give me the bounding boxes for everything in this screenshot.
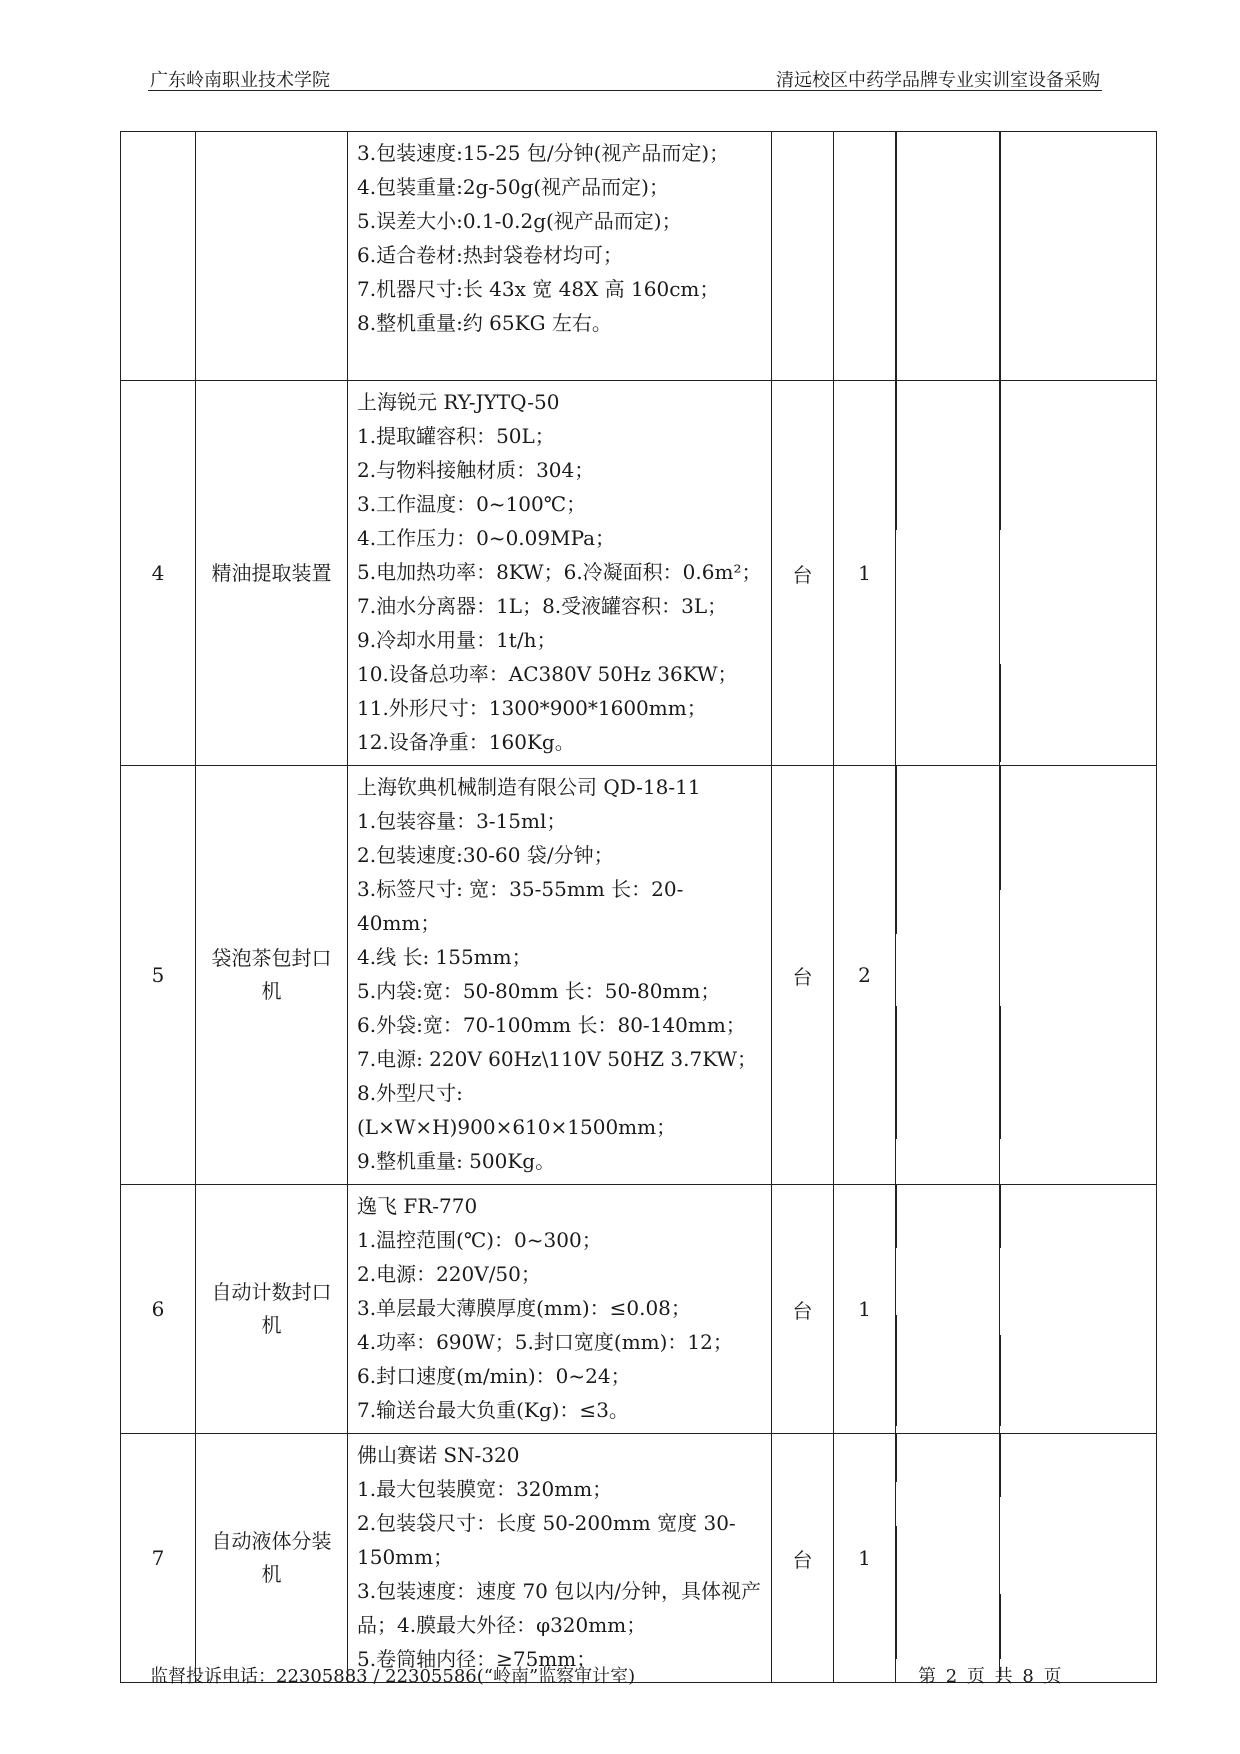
item-quantity: 1: [834, 1185, 896, 1434]
spec-line: 6.封口速度(m/min)：0~24；: [357, 1364, 631, 1388]
item-name: [196, 132, 348, 381]
spec-line: 2.包装袋尺寸：长度 50-200mm 宽度 30-150mm；: [357, 1511, 736, 1569]
item-quantity: 1: [834, 1434, 896, 1683]
cell-divider-line: [896, 1315, 897, 1426]
cell-divider-line: [1000, 766, 1001, 890]
spec-line: 4.功率：690W；5.封口宽度(mm)：12；: [357, 1330, 733, 1354]
item-number: 5: [121, 766, 196, 1185]
item-number: 4: [121, 381, 196, 766]
spec-line: 7.机器尺寸:长 43x 宽 48X 高 160cm；: [357, 277, 720, 301]
spec-line: 1.包装容量：3-15ml；: [357, 809, 567, 833]
spec-line: 2.包装速度:30-60 袋/分钟；: [357, 843, 614, 867]
spec-line: 佛山赛诺 SN-320: [357, 1443, 520, 1467]
empty-cell: [896, 766, 1000, 1185]
item-spec: [348, 1434, 772, 1683]
spec-line: 5.电加热功率：8KW；6.冷凝面积：0.6m²；: [357, 560, 762, 584]
cell-divider-line: [1000, 664, 1001, 762]
spec-line: 8.外型尺寸:(L×W×H)900×610×1500mm；: [357, 1081, 677, 1139]
item-name: 自动液体分装机: [196, 1434, 348, 1683]
cell-divider-line: [1000, 1185, 1001, 1248]
spec-line: 8.整机重量:约 65KG 左右。: [357, 311, 612, 335]
header-project-title: 清远校区中药学品牌专业实训室设备采购: [776, 70, 1100, 91]
item-unit: [772, 132, 834, 381]
empty-cell: [1000, 1185, 1157, 1434]
cell-divider-line: [896, 766, 897, 934]
item-spec: [348, 1185, 772, 1434]
cell-divider-line: [1000, 1434, 1001, 1497]
cell-divider-line: [1000, 132, 1001, 381]
equipment-spec-table: [120, 131, 1157, 1683]
item-number: 6: [121, 1185, 196, 1434]
spec-line: 3.包装速度:15-25 包/分钟(视产品而定)；: [357, 141, 730, 165]
footer-complaint-phone: 监督投诉电话：22305883 / 22305586(“岭南”监察审计室): [150, 1666, 636, 1687]
item-unit: 台: [772, 381, 834, 766]
item-unit: 台: [772, 1185, 834, 1434]
spec-line: 4.线 长: 155mm；: [357, 945, 532, 969]
item-spec: [348, 766, 772, 1185]
empty-cell: [1000, 132, 1157, 381]
cell-divider-line: [896, 1526, 897, 1659]
table-row: [121, 1185, 1157, 1434]
spec-line: 上海钦典机械制造有限公司 QD-18-11: [357, 775, 701, 799]
empty-cell: [896, 1185, 1000, 1434]
spec-line: 9.整机重量: 500Kg。: [357, 1149, 556, 1173]
item-name: 精油提取装置: [196, 381, 348, 766]
table-row: [121, 766, 1157, 1185]
empty-cell: [1000, 381, 1157, 766]
spec-line: 3.单层最大薄膜厚度(mm)：≤0.08；: [357, 1296, 691, 1320]
empty-cell: [896, 132, 1000, 381]
header-rule: [148, 90, 1102, 91]
spec-line: 12.设备净重：160Kg。: [357, 730, 575, 754]
cell-divider-line: [896, 1434, 897, 1482]
cell-divider-line: [1000, 381, 1001, 530]
spec-line: 4.包装重量:2g-50g(视产品而定)；: [357, 175, 669, 199]
item-number: [121, 132, 196, 381]
cell-divider-line: [896, 1185, 897, 1248]
spec-line: 10.设备总功率：AC380V 50Hz 36KW；: [357, 662, 738, 686]
empty-cell: [896, 381, 1000, 766]
spec-line: 1.最大包装膜宽：320mm；: [357, 1477, 613, 1501]
cell-divider-line: [1000, 1006, 1001, 1139]
item-quantity: [834, 132, 896, 381]
spec-line: 1.温控范围(℃)：0~300；: [357, 1228, 602, 1252]
item-name: 袋泡茶包封口机: [196, 766, 348, 1185]
cell-divider-line: [896, 1006, 897, 1139]
spec-line: 3.包装速度：速度 70 包以内/分钟，具体视产品；4.膜最大外径：φ320mm；: [357, 1579, 761, 1637]
empty-cell: [896, 1434, 1000, 1683]
spec-line: 7.电源: 220V 60Hz\110V 50HZ 3.7KW；: [357, 1047, 758, 1071]
item-name: 自动计数封口机: [196, 1185, 348, 1434]
footer-page-number: 第 2 页 共 8 页: [918, 1666, 1062, 1687]
item-number: 7: [121, 1434, 196, 1683]
spec-line: 9.冷却水用量：1t/h；: [357, 628, 557, 652]
item-unit: 台: [772, 1434, 834, 1683]
spec-line: 逸飞 FR-770: [357, 1194, 478, 1218]
spec-line: 5.内袋:宽：50-80mm 长：50-80mm；: [357, 979, 721, 1003]
spec-line: 7.油水分离器：1L；8.受液罐容积：3L；: [357, 594, 728, 618]
spec-line: 6.适合卷材:热封袋卷材均可；: [357, 243, 623, 267]
spec-line: 6.外袋:宽：70-100mm 长：80-140mm；: [357, 1013, 746, 1037]
spec-line: 2.与物料接触材质：304；: [357, 458, 595, 482]
spec-line: 上海锐元 RY-JYTQ-50: [357, 390, 560, 414]
cell-divider-line: [1000, 1594, 1001, 1659]
spec-line: 5.误差大小:0.1-0.2g(视产品而定)；: [357, 209, 682, 233]
table-row: [121, 1434, 1157, 1683]
empty-cell: [1000, 766, 1157, 1185]
table-row: [121, 132, 1157, 381]
item-spec: [348, 132, 772, 381]
table-body: [121, 132, 1157, 1683]
spec-line: 4.工作压力：0~0.09MPa；: [357, 526, 616, 550]
table-row: [121, 381, 1157, 766]
spec-line: 7.输送台最大负重(Kg)：≤3。: [357, 1398, 629, 1422]
cell-divider-line: [896, 132, 897, 381]
cell-divider-line: [1000, 1335, 1001, 1426]
spec-line: 3.标签尺寸: 宽：35-55mm 长：20-40mm；: [357, 877, 684, 935]
spec-line: 5.卷筒轴内径：≥75mm；: [357, 1647, 597, 1671]
item-quantity: 1: [834, 381, 896, 766]
item-quantity: 2: [834, 766, 896, 1185]
spec-line: 1.提取罐容积：50L；: [357, 424, 555, 448]
cell-divider-line: [896, 381, 897, 530]
spec-line: 3.工作温度：0~100℃；: [357, 492, 587, 516]
header-school-name: 广东岭南职业技术学院: [150, 70, 330, 91]
spec-line: 11.外形尺寸：1300*900*1600mm；: [357, 696, 707, 720]
item-spec: [348, 381, 772, 766]
empty-cell: [1000, 1434, 1157, 1683]
spec-line: 2.电源：220V/50；: [357, 1262, 541, 1286]
item-unit: 台: [772, 766, 834, 1185]
